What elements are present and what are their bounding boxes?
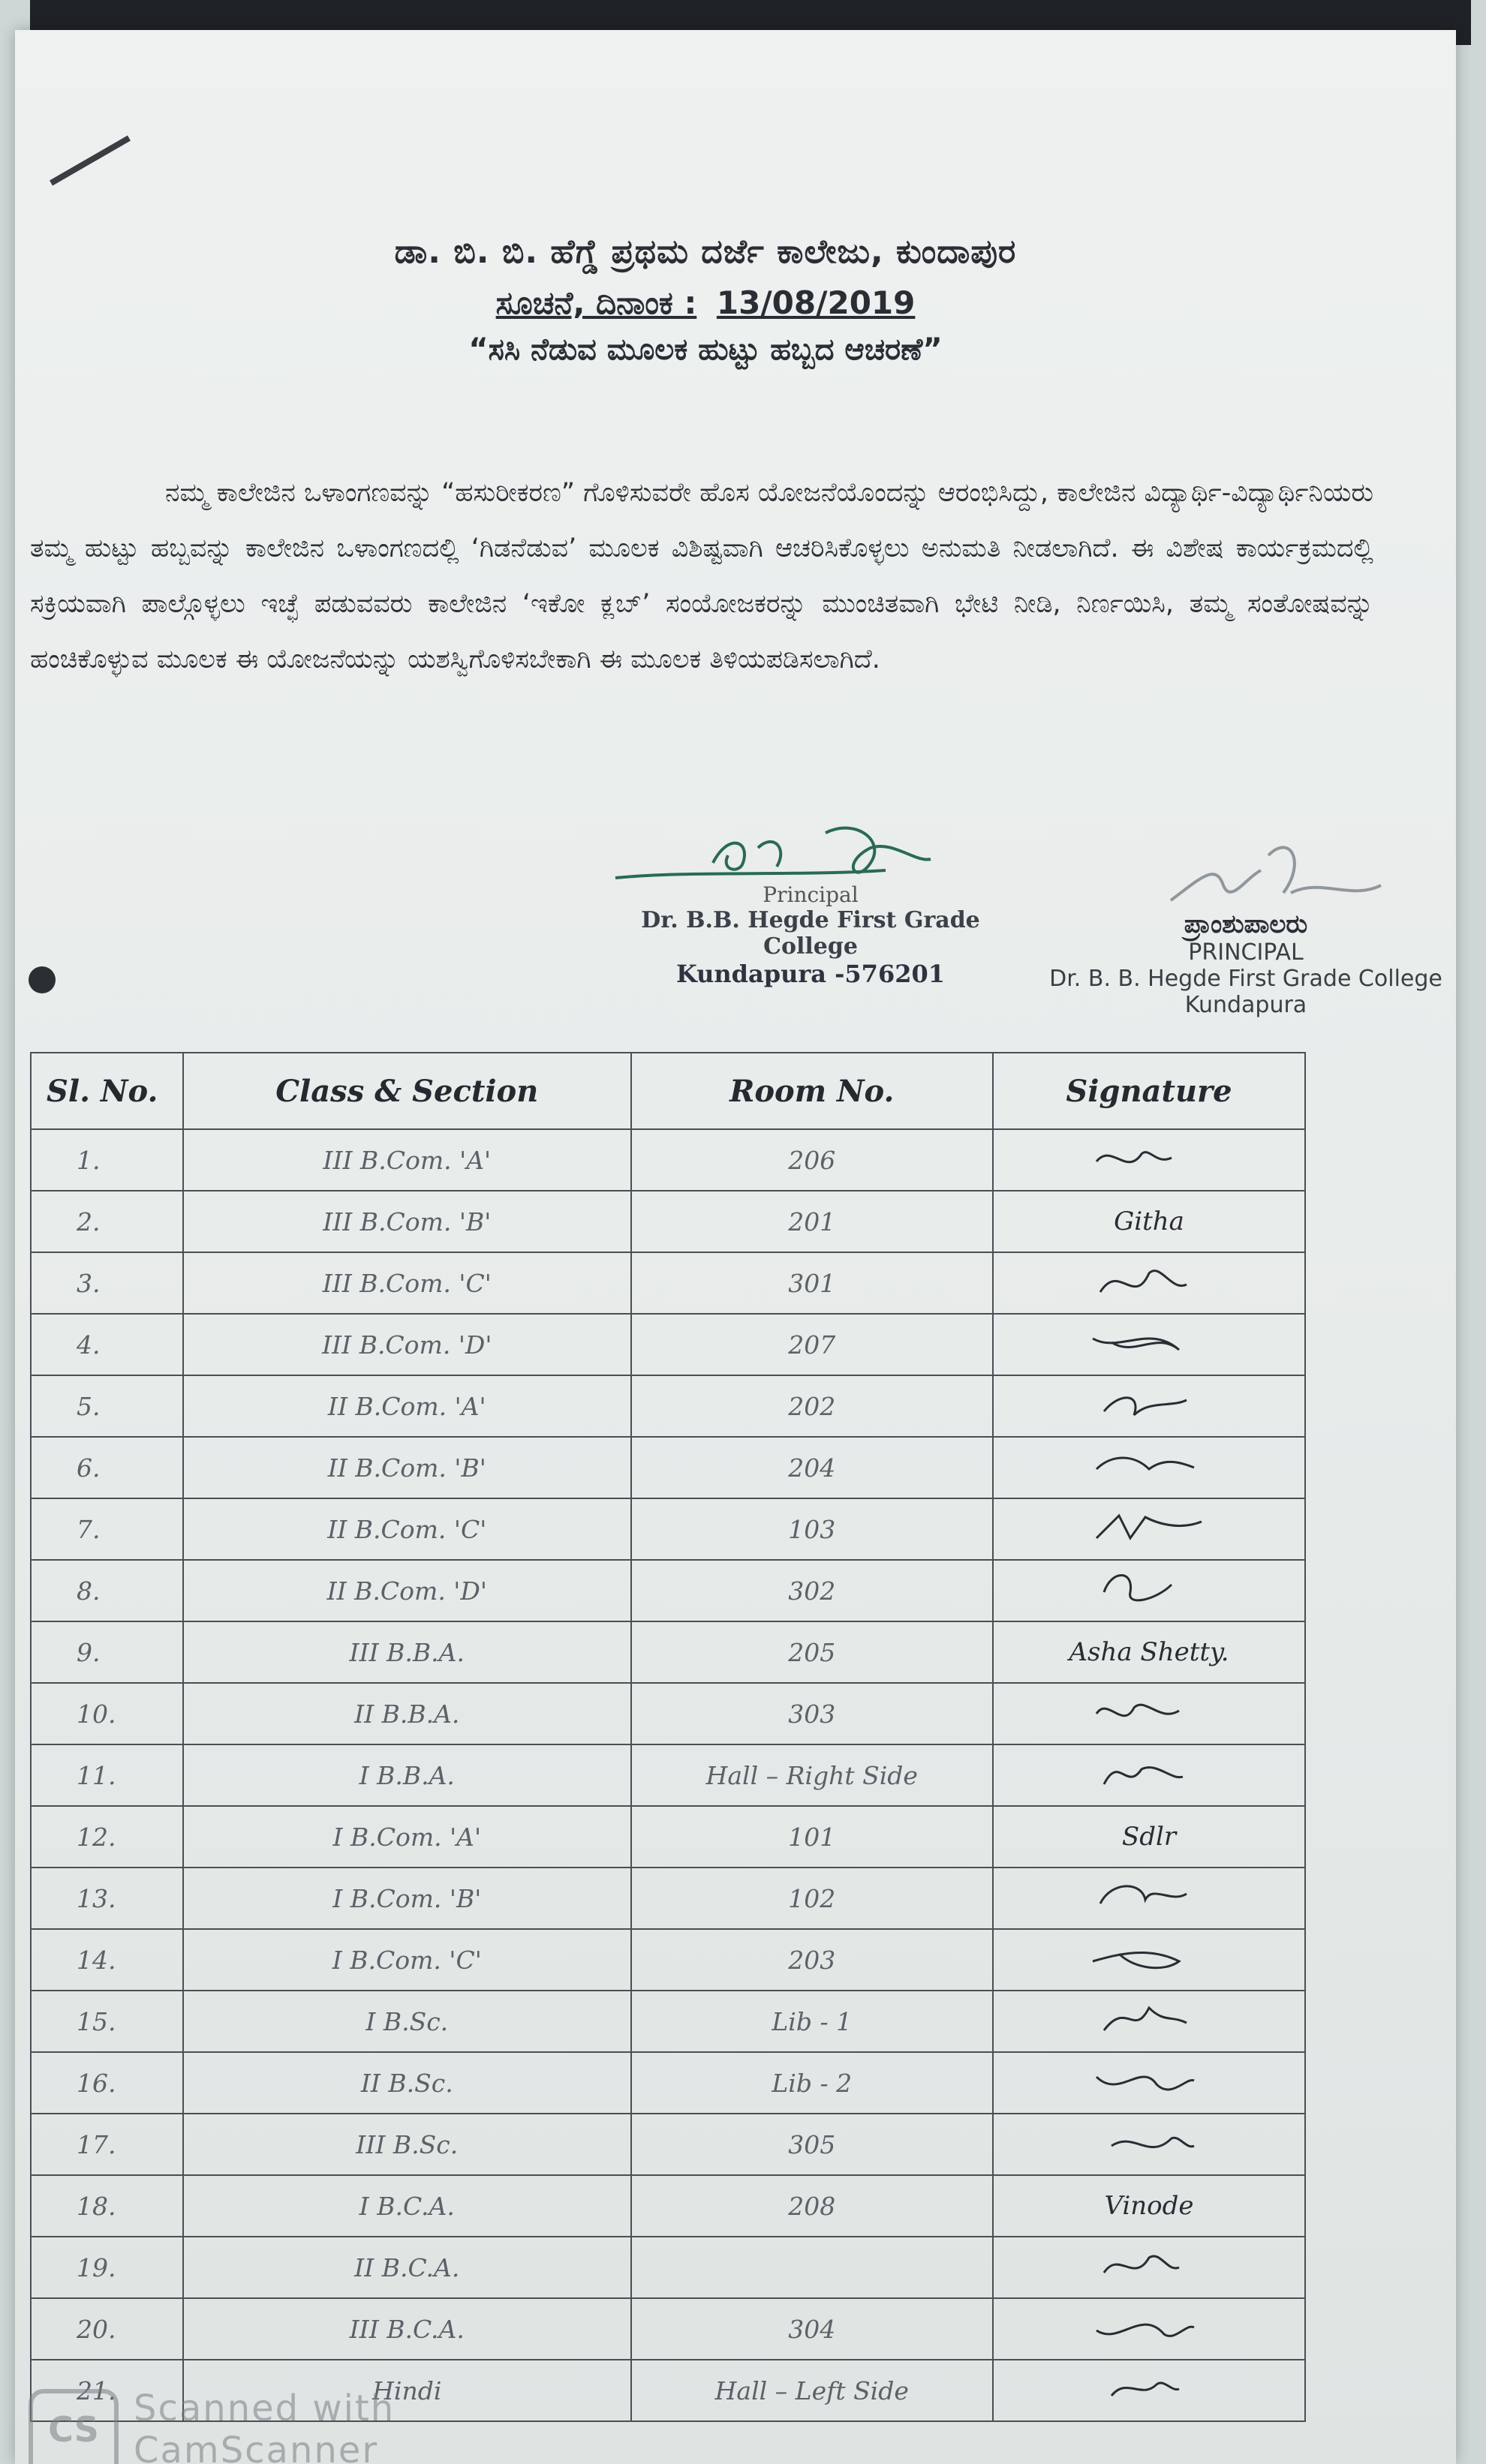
table-row [31,1191,1305,1252]
principal-kannada: ಪ್ರಾಂಶುಪಾಲರು [1184,909,1308,939]
handwritten-signature [1089,1139,1209,1181]
row-sl-no: 21. [31,2360,183,2421]
handwritten-signature [1089,2308,1209,2350]
principal-role: PRINCIPAL [1188,939,1304,966]
row-signature [993,2360,1305,2421]
row-signature [993,1683,1305,1744]
row-class-section: III B.Com. 'D' [183,1314,631,1375]
row-class-section: III B.Com. 'C' [183,1252,631,1314]
row-sl-no: 3. [31,1252,183,1314]
row-class-section: II B.Com. 'A' [183,1375,631,1437]
row-class-section: III B.Com. 'A' [183,1129,631,1191]
handwritten-signature [1089,2062,1209,2104]
handwritten-signature [1089,1754,1209,1796]
row-class-section: Hindi [183,2360,631,2421]
signature-text: Asha Shetty. [1069,1637,1229,1667]
row-sl-no: 1. [31,1129,183,1191]
notice-header [300,233,1111,367]
table-row [31,1375,1305,1437]
row-sl-no: 13. [31,1868,183,1929]
row-sl-no: 15. [31,1991,183,2052]
handwritten-signature [1089,1570,1209,1612]
row-room-no: 203 [631,1929,993,1991]
seal-college: Dr. B.B. Hegde First Grade College [641,907,980,960]
table-row [31,1929,1305,1991]
row-room-no: Lib - 1 [631,1991,993,2052]
row-class-section: II B.Com. 'D' [183,1560,631,1621]
row-signature [993,2052,1305,2114]
row-signature [993,1252,1305,1314]
table-row [31,1129,1305,1191]
handwritten-signature [1089,1447,1209,1489]
row-room-no: 304 [631,2298,993,2360]
row-sl-no: 8. [31,1560,183,1621]
principal-seal-left [600,818,1021,988]
signature-text: Vinode [1104,2191,1194,2221]
row-room-no: 202 [631,1375,993,1437]
row-class-section: III B.Com. 'B' [183,1191,631,1252]
handwritten-signature [1089,1385,1209,1427]
row-room-no: Hall – Right Side [631,1744,993,1806]
row-class-section: I B.Com. 'C' [183,1929,631,1991]
row-class-section: III B.B.A. [183,1621,631,1683]
notice-date-line [300,284,1111,322]
principal-label: Principal [763,882,859,907]
row-class-section: I B.B.A. [183,1744,631,1806]
row-signature [993,1991,1305,2052]
handwritten-signature [1089,1693,1209,1735]
signature-text: Githa [1114,1206,1184,1237]
row-signature [993,1437,1305,1498]
row-signature [993,2114,1305,2175]
row-signature [993,1314,1305,1375]
row-sl-no: 18. [31,2175,183,2237]
pen-mark [50,136,131,186]
row-signature [993,2175,1305,2237]
row-room-no: 301 [631,1252,993,1314]
row-room-no: 302 [631,1560,993,1621]
notice-body: ನಮ್ಮ ಕಾಲೇಜಿನ ಒಳಾಂಗಣವನ್ನು “ಹಸುರೀಕರಣ” ಗೊಳಿಸುವರೇ ಹೊಸ ಯೋಜನೆಯೊಂದನ್ನು ಆರಂಭಿಸಿದ್ದು, ಕಾಲೇಜಿನ ವಿದ್ಯಾರ್ಥಿ-ವಿದ್ಯಾರ್ಥಿನಿಯರು ತಮ್ಮ ಹುಟ್ಟು ಹಬ್ಬವನ್ನು ಕಾಲೇಜಿನ ಒಳಾಂಗಣದಲ್ಲಿ ‘ಗಿಡನೆಡುವ’ ಮೂಲಕ ವಿಶಿಷ್ಟವಾಗಿ ಆಚರಿಸಿಕೊಳ್ಳಲು ಅನುಮತಿ ನೀಡಲಾಗಿದೆ. ಈ ವಿಶೇಷ ಕಾರ್ಯಕ್ರಮದಲ್ಲಿ ಸಕ್ರಿಯವಾಗಿ ಪಾಲ್ಗೊಳ್ಳಲು ಇಚ್ಛೆ ಪಡುವವರು ಕಾಲೇಜಿನ ‘ಇಕೋ ಕ್ಲಬ್’ ಸಂಯೋಜಕರನ್ನು ಮುಂಚಿತವಾಗಿ ಭೇಟಿ ನೀಡಿ, ನಿರ್ಣಯಿಸಿ, ತಮ್ಮ ಸಂತೋಷವನ್ನು ಹಂಚಿಕೊಳ್ಳುವ ಮೂಲಕ ಈ ಯೋಜನೆಯನ್ನು ಯಶಸ್ವಿಗೊಳಿಸಬೇಕಾಗಿ ಈ ಮೂಲಕ ತಿಳಿಯಪಡಿಸಲಾಗಿದೆ. [30,478,1373,675]
table-row [31,1252,1305,1314]
handwritten-signature [1089,1262,1209,1304]
row-signature [993,2237,1305,2298]
row-room-no: 207 [631,1314,993,1375]
table-row [31,2237,1305,2298]
table-row [31,2175,1305,2237]
row-class-section: II B.Sc. [183,2052,631,2114]
row-room-no: Hall – Left Side [631,2360,993,2421]
handwritten-signature [1089,2000,1209,2042]
row-room-no: 204 [631,1437,993,1498]
row-sl-no: 4. [31,1314,183,1375]
scanner-watermark [29,2386,479,2464]
seal-city: Kundapura -576201 [676,960,945,988]
row-signature [993,1744,1305,1806]
row-room-no: 102 [631,1868,993,1929]
row-signature [993,1498,1305,1560]
row-sl-no: 10. [31,1683,183,1744]
row-signature [993,1129,1305,1191]
watermark-line-1: Scanned with [134,2387,396,2429]
row-sl-no: 2. [31,1191,183,1252]
row-room-no: 305 [631,2114,993,2175]
row-room-no [631,2237,993,2298]
row-signature [993,1560,1305,1621]
col-signature: Signature [993,1053,1305,1129]
punch-hole [29,966,56,993]
row-room-no: 103 [631,1498,993,1560]
row-signature [993,1806,1305,1868]
row-room-no: 205 [631,1621,993,1683]
handwritten-signature [1089,2369,1209,2411]
table-row [31,2298,1305,2360]
row-signature [993,1929,1305,1991]
principal-signature [600,818,1021,893]
row-sl-no: 5. [31,1375,183,1437]
table-row [31,1868,1305,1929]
row-room-no: 101 [631,1806,993,1868]
row-sl-no: 16. [31,2052,183,2114]
col-class-section: Class & Section [183,1053,631,1129]
college-name: ಡಾ. ಬಿ. ಬಿ. ಹೆಗ್ಡೆ ಪ್ರಥಮ ದರ್ಜೆ ಕಾಲೇಜು, ಕುಂದಾಪುರ [394,233,1017,271]
table-row [31,1314,1305,1375]
row-sl-no: 7. [31,1498,183,1560]
table-row [31,2114,1305,2175]
col-room-no: Room No. [631,1053,993,1129]
table-row [31,1560,1305,1621]
row-class-section: III B.Sc. [183,2114,631,2175]
table-row [31,1744,1305,1806]
principal-city: Kundapura [1184,992,1307,1018]
row-signature [993,1375,1305,1437]
notice-subject: “ಸಸಿ ನೆಡುವ ಮೂಲಕ ಹುಟ್ಟು ಹಬ್ಬದ ಆಚರಣೆ” [468,332,943,367]
row-signature [993,1621,1305,1683]
handwritten-signature [1089,2246,1209,2288]
table-row [31,1498,1305,1560]
notice-label: ಸೂಚನೆ, ದಿನಾಂಕ : [495,284,697,321]
col-sl-no: Sl. No. [31,1053,183,1129]
row-class-section: I B.C.A. [183,2175,631,2237]
row-class-section: III B.C.A. [183,2298,631,2360]
row-room-no: Lib - 2 [631,2052,993,2114]
row-class-section: II B.Com. 'C' [183,1498,631,1560]
notice-sheet [15,30,1456,2464]
table-row [31,1683,1305,1744]
row-signature [993,1191,1305,1252]
row-room-no: 303 [631,1683,993,1744]
table-row [31,1437,1305,1498]
row-sl-no: 11. [31,1744,183,1806]
row-sl-no: 14. [31,1929,183,1991]
row-class-section: II B.B.A. [183,1683,631,1744]
handwritten-signature [1089,1324,1209,1366]
camscanner-logo: CS [29,2389,119,2464]
row-room-no: 206 [631,1129,993,1191]
handwritten-signature [1089,1877,1209,1919]
row-signature [993,2298,1305,2360]
table-header-row [31,1053,1305,1129]
table-row [31,2052,1305,2114]
table-row [31,1806,1305,1868]
row-room-no: 208 [631,2175,993,2237]
row-class-section: I B.Com. 'B' [183,1868,631,1929]
row-class-section: II B.Com. 'B' [183,1437,631,1498]
principal-signature-right [1021,833,1456,915]
row-class-section: I B.Sc. [183,1991,631,2052]
table-row [31,1621,1305,1683]
row-sl-no: 6. [31,1437,183,1498]
signature-text: Sdlr [1121,1822,1177,1852]
row-room-no: 201 [631,1191,993,1252]
notice-date: 13/08/2019 [716,284,916,321]
row-class-section: II B.C.A. [183,2237,631,2298]
handwritten-signature [1089,1508,1209,1550]
row-sl-no: 12. [31,1806,183,1868]
table-row [31,1991,1305,2052]
principal-seal-right [1021,833,1456,1018]
handwritten-signature [1089,2123,1209,2165]
row-sl-no: 20. [31,2298,183,2360]
row-class-section: I B.Com. 'A' [183,1806,631,1868]
row-sl-no: 9. [31,1621,183,1683]
row-sl-no: 17. [31,2114,183,2175]
row-sl-no: 19. [31,2237,183,2298]
principal-college: Dr. B. B. Hegde First Grade College [1049,966,1442,992]
handwritten-signature [1089,1939,1209,1981]
allocation-table [30,1052,1306,2422]
row-signature [993,1868,1305,1929]
watermark-line-2: CamScanner [134,2429,379,2464]
